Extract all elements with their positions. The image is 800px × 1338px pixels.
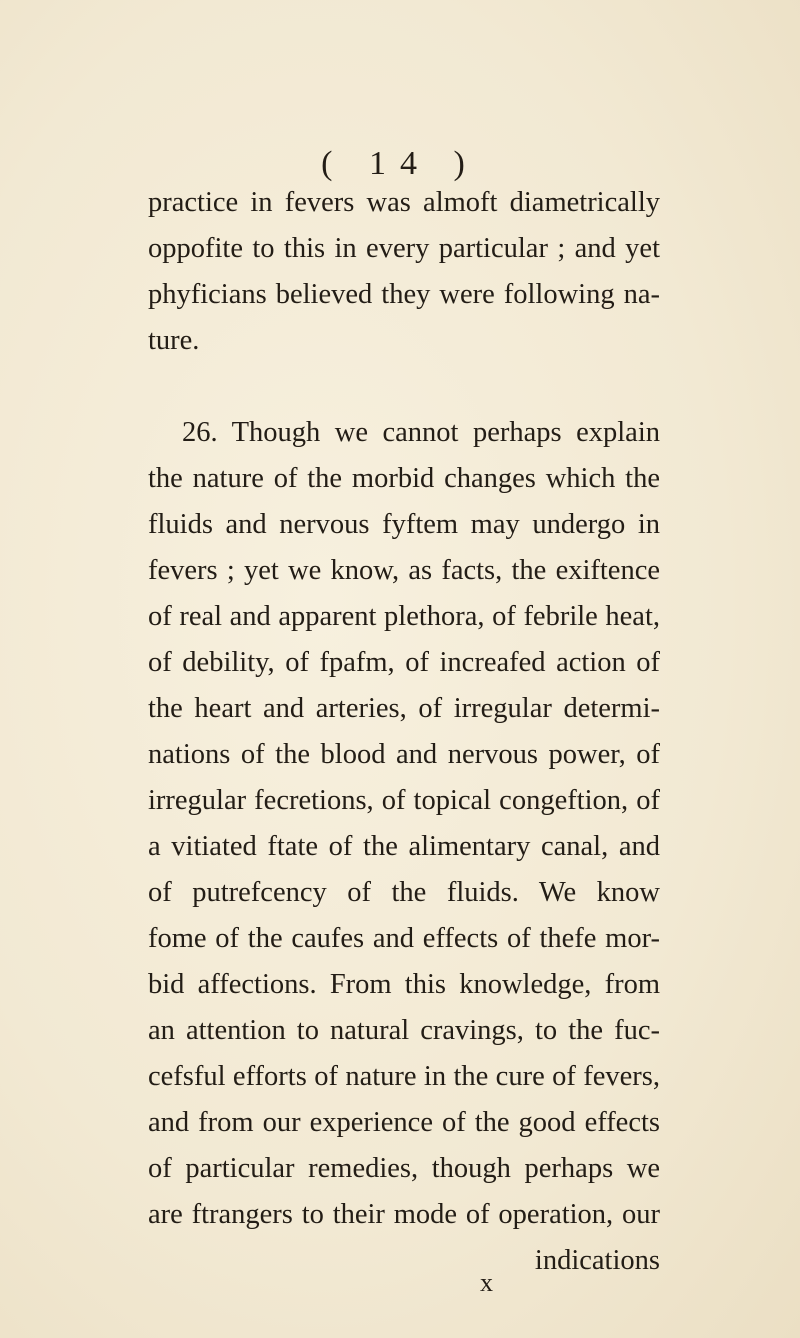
text-line: the heart and arteries, of irregular determi-: [148, 693, 660, 724]
text-line: fluids and nervous fyftem may undergo in: [148, 509, 660, 540]
text-line: bid affections. From this knowledge, from: [148, 969, 660, 1000]
text-line: irregular fecretions, of topical congeftion, of: [148, 785, 660, 816]
text-line: of debility, of fpafm, of increafed action of: [148, 647, 660, 678]
text-line: of real and apparent plethora, of febrile heat,: [148, 601, 660, 632]
paragraph-gap: [148, 364, 660, 410]
catchword: indications: [534, 1245, 660, 1276]
text-line: of putrefcency of the fluids. We know: [148, 877, 660, 908]
text-line: of particular remedies, though perhaps we: [148, 1153, 660, 1184]
text-line: 26. Though we cannot perhaps explain: [182, 417, 660, 448]
text-line: fome of the caufes and effects of thefe mor-: [148, 923, 660, 954]
text-line: an attention to natural cravings, to the fuc-: [148, 1015, 660, 1046]
signature-mark: x: [480, 1268, 493, 1297]
text-line: nations of the blood and nervous power, of: [148, 739, 660, 770]
text-line: cefsful efforts of nature in the cure of fevers,: [148, 1061, 660, 1092]
text-line: the nature of the morbid changes which the: [148, 463, 660, 494]
text-line: are ftrangers to their mode of operation, our: [148, 1199, 660, 1230]
text-line: and from our experience of the good effects: [148, 1107, 660, 1138]
text-line: a vitiated ftate of the alimentary canal, and: [148, 831, 660, 862]
text-line: practice in fevers was almoft diametrically: [148, 187, 660, 218]
text-line: phyficians believed they were following na-: [148, 279, 660, 310]
text-line: fevers ; yet we know, as facts, the exiftence: [148, 555, 660, 586]
text-line: oppofite to this in every particular ; and yet: [148, 233, 660, 264]
body-text: [148, 180, 660, 1284]
page-number-header: ( 14 ): [321, 145, 479, 182]
text-line: ture.: [148, 325, 200, 356]
